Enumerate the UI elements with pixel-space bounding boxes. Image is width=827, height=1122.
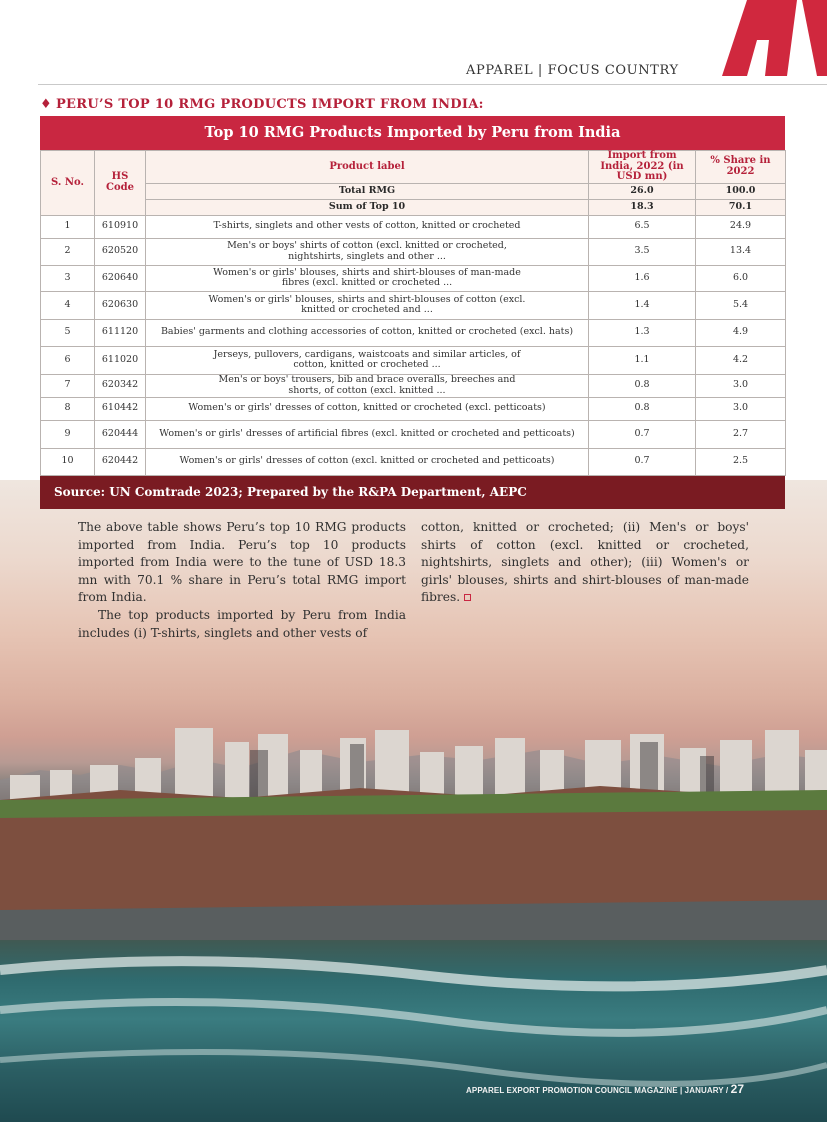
row-label: Women's or girls' dresses of cotton (excl. knitted or crocheted and petticoats): [146, 448, 589, 475]
row-share: 24.9: [696, 215, 786, 238]
row-label: Women's or girls' blouses, shirts and shirt-blouses of man-made fibres (excl. knitted or crocheted ...: [146, 265, 589, 291]
row-sno: 5: [41, 319, 95, 346]
row-label: Jerseys, pullovers, cardigans, waistcoats and similar articles, of cotton, knitted or crocheted ...: [146, 346, 589, 374]
row-hs: 620442: [95, 448, 146, 475]
row-import: 0.8: [589, 397, 696, 420]
row-import: 1.4: [589, 291, 696, 319]
table-row: [41, 319, 786, 346]
end-mark-icon: [464, 594, 471, 601]
data-table: [40, 150, 786, 476]
table-row: [41, 397, 786, 420]
table-source: Source: UN Comtrade 2023; Prepared by the R&PA Department, AEPC: [40, 476, 785, 509]
row-sno: 6: [41, 346, 95, 374]
row-import: 0.7: [589, 420, 696, 448]
col-header-hs: HS Code: [95, 151, 146, 216]
total-import: 26.0: [589, 183, 696, 199]
row-hs: 620640: [95, 265, 146, 291]
row-sno: 8: [41, 397, 95, 420]
row-label: Women's or girls' dresses of cotton, knitted or crocheted (excl. petticoats): [146, 397, 589, 420]
row-share: 4.2: [696, 346, 786, 374]
diamond-icon: ♦: [40, 97, 52, 112]
table-row: [41, 374, 786, 397]
row-sno: 1: [41, 215, 95, 238]
body-paragraph-1: The above table shows Peru’s top 10 RMG products imported from India. Peru’s top 10 products imported from India were to the tune of USD 18.3 mn with 70.1 % share in Peru’s total RMG import from India.: [78, 520, 406, 605]
row-label: Babies' garments and clothing accessories of cotton, knitted or crocheted (excl. hats): [146, 319, 589, 346]
table-row: [41, 346, 786, 374]
section-heading: [40, 97, 484, 112]
row-share: 13.4: [696, 238, 786, 265]
row-hs: 610442: [95, 397, 146, 420]
table-row: [41, 448, 786, 475]
row-hs: 611120: [95, 319, 146, 346]
row-hs: 620342: [95, 374, 146, 397]
row-label: Women's or girls' dresses of artificial fibres (excl. knitted or crocheted and petticoats): [146, 420, 589, 448]
total-share: 100.0: [696, 183, 786, 199]
row-share: 2.7: [696, 420, 786, 448]
row-sno: 10: [41, 448, 95, 475]
row-hs: 620630: [95, 291, 146, 319]
table-row: [41, 420, 786, 448]
table-row: [41, 265, 786, 291]
row-sno: 3: [41, 265, 95, 291]
top10-label: Sum of Top 10: [146, 199, 589, 215]
row-label: T-shirts, singlets and other vests of cotton, knitted or crocheted: [146, 215, 589, 238]
col-header-sno: S. No.: [41, 151, 95, 216]
row-sno: 4: [41, 291, 95, 319]
col-header-import: Import from India, 2022 (in USD mn): [589, 151, 696, 184]
row-hs: 620520: [95, 238, 146, 265]
body-column-right: [421, 519, 749, 607]
row-import: 1.1: [589, 346, 696, 374]
row-import: 0.7: [589, 448, 696, 475]
footer-text: APPAREL EXPORT PROMOTION COUNCIL MAGAZINE | JANUARY /: [466, 1086, 729, 1095]
coastal-cliff: [0, 780, 827, 940]
magazine-logo: [677, 0, 827, 76]
row-import: 6.5: [589, 215, 696, 238]
row-share: 3.0: [696, 397, 786, 420]
row-sno: 9: [41, 420, 95, 448]
table-row: [41, 291, 786, 319]
rmg-table: [40, 116, 785, 509]
row-sno: 2: [41, 238, 95, 265]
row-hs: 611020: [95, 346, 146, 374]
row-import: 1.3: [589, 319, 696, 346]
row-hs: 620444: [95, 420, 146, 448]
row-hs: 610910: [95, 215, 146, 238]
row-share: 5.4: [696, 291, 786, 319]
row-label: Women's or girls' blouses, shirts and shirt-blouses of cotton (excl. knitted or crocheted and ...: [146, 291, 589, 319]
row-import: 0.8: [589, 374, 696, 397]
top10-share: 70.1: [696, 199, 786, 215]
section-header: APPAREL | FOCUS COUNTRY: [466, 63, 679, 78]
row-sno: 7: [41, 374, 95, 397]
row-import: 3.5: [589, 238, 696, 265]
body-paragraph-2a: The top products imported by Peru from India includes (i) T-shirts, singlets and other vests of: [78, 607, 406, 640]
row-share: 6.0: [696, 265, 786, 291]
row-share: 4.9: [696, 319, 786, 346]
table-title: Top 10 RMG Products Imported by Peru from India: [40, 116, 785, 150]
total-label: Total RMG: [146, 183, 589, 199]
col-header-share: % Share in 2022: [696, 151, 786, 184]
table-row: [41, 215, 786, 238]
row-import: 1.6: [589, 265, 696, 291]
page-number: 27: [730, 1082, 745, 1096]
body-paragraph-2b: cotton, knitted or crocheted; (ii) Men's or boys' shirts of cotton (excl. knitted or crocheted, nightshirts, singlets and other); (iii) Women's or girls' blouses, shirts and shirt-blouses of man-made fibres.: [421, 520, 749, 605]
col-header-product: Product label: [146, 151, 589, 184]
row-label: Men's or boys' shirts of cotton (excl. knitted or crocheted, nightshirts, singlets and other ...: [146, 238, 589, 265]
page-footer: [466, 1082, 744, 1096]
top10-import: 18.3: [589, 199, 696, 215]
row-label: Men's or boys' trousers, bib and brace overalls, breeches and shorts, of cotton (excl. knitted ...: [146, 374, 589, 397]
heading-text: PERU’S TOP 10 RMG PRODUCTS IMPORT FROM INDIA:: [55, 97, 484, 112]
body-column-left: [78, 519, 406, 642]
table-row: [41, 238, 786, 265]
row-share: 3.0: [696, 374, 786, 397]
header-divider: [38, 84, 827, 85]
row-share: 2.5: [696, 448, 786, 475]
